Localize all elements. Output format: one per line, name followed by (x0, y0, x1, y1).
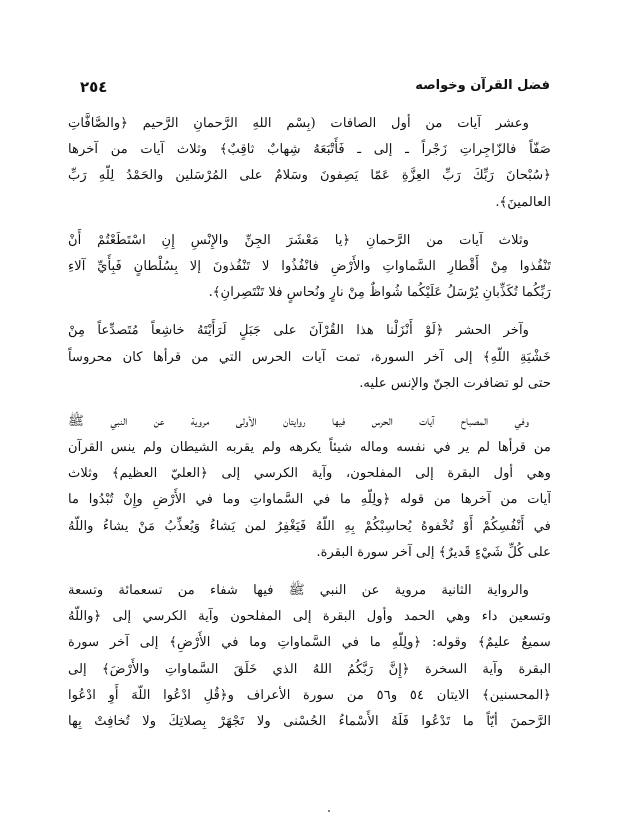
text-line: سميعٌ عليمٌ﴾ وقوله: ﴿ولِلّهِ ما في السَّماواتِ وما في الأَرْضِ﴾ إلى آخر سورة (68, 635, 551, 651)
paragraph-2 (68, 228, 551, 307)
text-line: خَشْيَةِ اللّهِ﴾ إلى آخر السورة، تمت آيات الحرس التي من قرأها كان محروساً (68, 349, 551, 365)
text-line: في أَنْفُسِكُمْ أَوْ تُخْفوهُ يُحاسِبْكُمْ بِهِ اللّهُ فَيَغْفِرُ لمن يَشاءُ وَيُعذِّبُ مَنْ يشاءُ واللّهُ (68, 518, 551, 534)
text-line: البقرة وآية السخرة ﴿إِنَّ رَبَّكُمُ اللهُ الذي خَلَقَ السَّماواتِ والأَرْضَ﴾ إلى (68, 661, 551, 677)
page-number: ٢٥٤ (80, 78, 108, 96)
text-line: صَفّاً فالزّاجِراتِ زَجْراً ـ إلى ـ فَأَتْبَعَهُ شِهابٌ ثاقِبٌ﴾ وثلاث آيات من آخرها (68, 142, 551, 158)
text-line: رَبِّكُما تُكَذِّبانِ يُرْسَلُ عَلَيْكُما شُواظٌ مِنْ نارٍ ونُحاسٍ فلا تَنْتَصِرانِ﴾. (208, 285, 551, 301)
text-line: حتى لو تضافرت الجنّ والإنس عليه. (359, 375, 551, 391)
paragraph-3 (68, 318, 551, 397)
text-line: ﴿المحسنين﴾ الايتان ٥٤ و٥٦ من سورة الأعراف و﴿قُلِ ادْعُوا اللّهَ أَوِ ادْعُوا (68, 687, 551, 703)
scan-speck (328, 810, 330, 812)
text-line: الرَّحمنَ أيّاً ما تَدْعُوا فَلَهُ الأَسْماءُ الحُسْنى ولا تَجْهَرْ بِصلاتِكَ ولا تُخافِتْ بِها (68, 713, 551, 729)
text-line: وفي المصباح آيات الحرس فيها روايتان الأولى مروية عن النبي ﷺ (68, 413, 529, 429)
text-line: وهي أول البقرة إلى المفلحون، وآية الكرسي إلى ﴿العليّ العظيم﴾ وثلاث (68, 466, 551, 482)
text-line: والرواية الثانية مروية عن النبي ﷺ فيها شفاء من تسعمائة وتسعة (68, 583, 529, 598)
text-line: آيات من آخرها من قوله ﴿ولِلّهِ ما في السَّماواتِ وما في الأَرْضِ وإِنْ تُبْدُوا ما (68, 492, 551, 508)
text-line: وتسعين داء وهي الحمد وأول البقرة إلى المفلحون وآية الكرسي إلى ﴿واللّهُ (68, 609, 551, 625)
page-body (68, 111, 551, 747)
text-line: من قرأها لم ير في نفسه وماله شيئاً يكرهه ولم يقربه الشيطان ولم ينس القرآن (68, 440, 551, 456)
text-line: وعشر آيات من أول الصافات (بِسْم اللهِ الرَّحمانِ الرَّحيم ﴿والصَّافَّاتِ (68, 116, 529, 131)
text-line: العالمينَ﴾. (495, 194, 551, 210)
running-header (72, 78, 550, 100)
chapter-title: فضل القرآن وخواصه (415, 78, 550, 93)
paragraph-1 (68, 111, 551, 216)
text-line: ﴿سُبْحانَ رَبِّكَ رَبِّ العِزَّةِ عَمّا يَصِفونَ وسَلامٌ على المُرْسَلين والحَمْدُ لِلّهِ رَبِّ (68, 168, 551, 184)
paragraph-4 (68, 409, 551, 566)
text-line: وآخر الحشر ﴿لَوْ أَنْزَلْنا هذا القُرْآنَ على جَبَلٍ لَرَأَيْتَهُ خاشِعاً مُتَصدِّعاً مِنْ (68, 323, 529, 339)
text-line: تَنْفُذوا مِنْ أَقْطارِ السَّماواتِ والأَرْضِ فانْفُذُوا لا تَنْفُذونَ إلا بِسُلْطانٍ فَبِأَيِّ آلاءِ (68, 258, 551, 274)
paragraph-5 (68, 578, 551, 735)
text-line: على كُلِّ شَيْءٍ قَديرٌ﴾ إلى آخر سورة البقرة. (316, 544, 551, 560)
text-line: وثلاث آيات من الرَّحمانِ ﴿يا مَعْشَرَ الجِنِّ والإِنْسِ إِنِ اسْتَطَعْتُمْ أَنْ (68, 232, 529, 248)
